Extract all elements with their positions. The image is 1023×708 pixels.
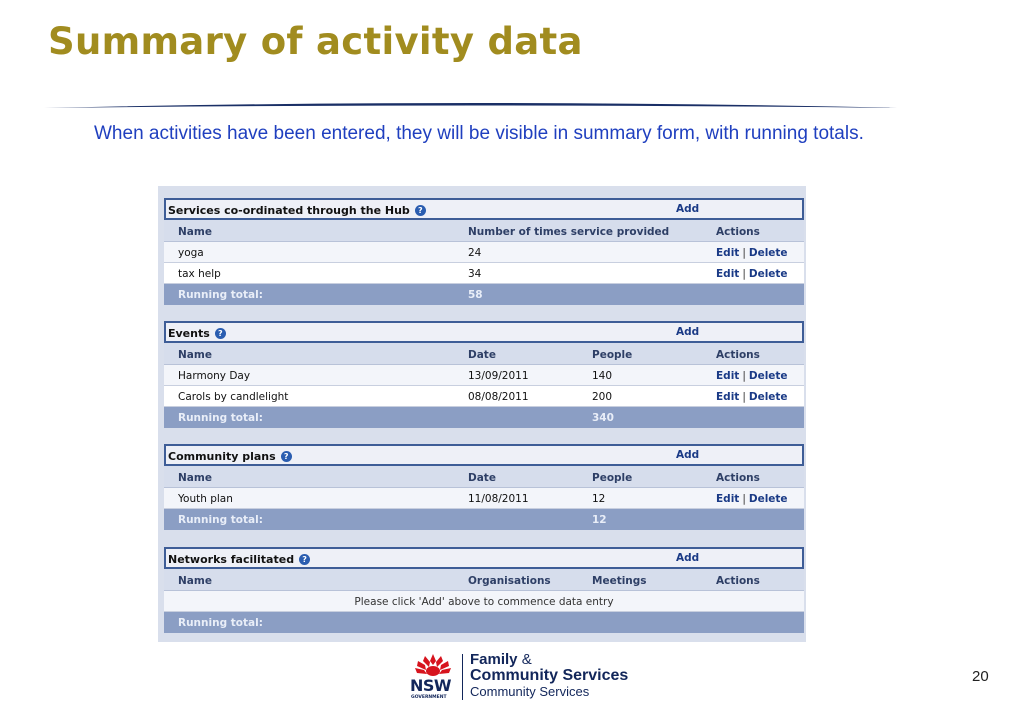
table-row (164, 365, 804, 386)
running-total-row (164, 612, 804, 633)
brand-line-3: Community Services (470, 684, 590, 699)
question-circle-icon[interactable]: ? (215, 328, 226, 339)
waratah-flower-icon (412, 652, 454, 678)
running-total-label: Running total: (178, 412, 263, 424)
table-row (164, 386, 804, 407)
row-actions (716, 247, 788, 259)
row-people: 12 (592, 493, 606, 505)
table-header-row (164, 569, 804, 591)
community-plans-add-link[interactable]: Add (676, 449, 700, 461)
government-wordmark: GOVERNMENT (411, 695, 447, 700)
edit-link[interactable]: Edit (716, 391, 740, 403)
row-name: tax help (178, 268, 221, 280)
running-total-row (164, 407, 804, 428)
delete-link[interactable]: Delete (748, 370, 788, 382)
services-section (164, 198, 804, 305)
table-row (164, 242, 804, 263)
action-separator: | (742, 391, 746, 403)
question-circle-icon[interactable]: ? (415, 205, 426, 216)
column-header: Actions (716, 226, 760, 238)
community-plans-title: Community plans (168, 450, 276, 463)
running-total-value: 340 (592, 412, 614, 424)
row-actions (716, 268, 788, 280)
table-header-row (164, 466, 804, 488)
table-header-row (164, 343, 804, 365)
question-circle-icon[interactable]: ? (281, 451, 292, 462)
community-plans-section (164, 444, 804, 530)
fcs-logo (410, 652, 628, 702)
column-header: Name (178, 575, 212, 587)
slide-title: Summary of activity data (48, 20, 583, 63)
empty-state-row (164, 591, 804, 612)
column-header: People (592, 349, 633, 361)
networks-title: Networks facilitated (168, 553, 295, 566)
column-header: Name (178, 349, 212, 361)
row-actions (716, 493, 788, 505)
logo-divider (462, 654, 463, 700)
activity-summary-panel (158, 186, 806, 642)
services-title: Services co-ordinated through the Hub (168, 204, 410, 217)
row-actions (716, 391, 788, 403)
running-total-value: 58 (468, 289, 483, 301)
networks-add-link[interactable]: Add (676, 552, 700, 564)
row-count: 24 (468, 247, 482, 259)
row-date: 13/09/2011 (468, 370, 529, 382)
delete-link[interactable]: Delete (748, 268, 788, 280)
brand-text (470, 652, 628, 700)
row-people: 140 (592, 370, 613, 382)
column-header: People (592, 472, 633, 484)
intro-text: When activities have been entered, they will be visible in summary form, with running totals. (94, 123, 864, 144)
row-date: 11/08/2011 (468, 493, 529, 505)
column-header: Actions (716, 349, 760, 361)
nsw-government-logo (410, 652, 456, 702)
row-date: 08/08/2011 (468, 391, 529, 403)
row-name: Harmony Day (178, 370, 251, 382)
row-count: 34 (468, 268, 482, 280)
action-separator: | (742, 370, 746, 382)
delete-link[interactable]: Delete (748, 247, 788, 259)
row-name: yoga (178, 247, 204, 259)
column-header: Date (468, 349, 496, 361)
brand-line-1: Family (470, 651, 518, 668)
title-divider (44, 96, 906, 112)
running-total-label: Running total: (178, 617, 263, 629)
services-header (164, 198, 804, 220)
column-header: Actions (716, 472, 760, 484)
delete-link[interactable]: Delete (748, 493, 788, 505)
question-circle-icon[interactable]: ? (299, 554, 310, 565)
running-total-label: Running total: (178, 514, 263, 526)
brand-line-2: Community Services (470, 667, 629, 684)
column-header: Name (178, 226, 212, 238)
brand-ampersand: & (521, 651, 532, 668)
events-title: Events (168, 327, 210, 340)
page-number: 20 (972, 668, 989, 685)
table-row (164, 488, 804, 509)
networks-header (164, 547, 804, 569)
events-section (164, 321, 804, 428)
events-add-link[interactable]: Add (676, 326, 700, 338)
row-name: Carols by candlelight (178, 391, 289, 403)
column-header: Actions (716, 575, 760, 587)
column-header: Organisations (468, 575, 551, 587)
running-total-row (164, 509, 804, 530)
edit-link[interactable]: Edit (716, 247, 740, 259)
edit-link[interactable]: Edit (716, 268, 740, 280)
community-plans-header (164, 444, 804, 466)
services-add-link[interactable]: Add (676, 203, 700, 215)
empty-state-message: Please click 'Add' above to commence data entry (354, 596, 614, 608)
edit-link[interactable]: Edit (716, 493, 740, 505)
action-separator: | (742, 268, 746, 280)
table-row (164, 263, 804, 284)
row-actions (716, 370, 788, 382)
column-header: Number of times service provided (468, 226, 670, 238)
delete-link[interactable]: Delete (748, 391, 788, 403)
running-total-value: 12 (592, 514, 607, 526)
edit-link[interactable]: Edit (716, 370, 740, 382)
table-header-row (164, 220, 804, 242)
nsw-wordmark: NSW (410, 676, 452, 695)
action-separator: | (742, 493, 746, 505)
running-total-label: Running total: (178, 289, 263, 301)
column-header: Date (468, 472, 496, 484)
action-separator: | (742, 247, 746, 259)
row-name: Youth plan (178, 493, 233, 505)
column-header: Meetings (592, 575, 647, 587)
networks-section (164, 547, 804, 633)
running-total-row (164, 284, 804, 305)
events-header (164, 321, 804, 343)
row-people: 200 (592, 391, 613, 403)
column-header: Name (178, 472, 212, 484)
